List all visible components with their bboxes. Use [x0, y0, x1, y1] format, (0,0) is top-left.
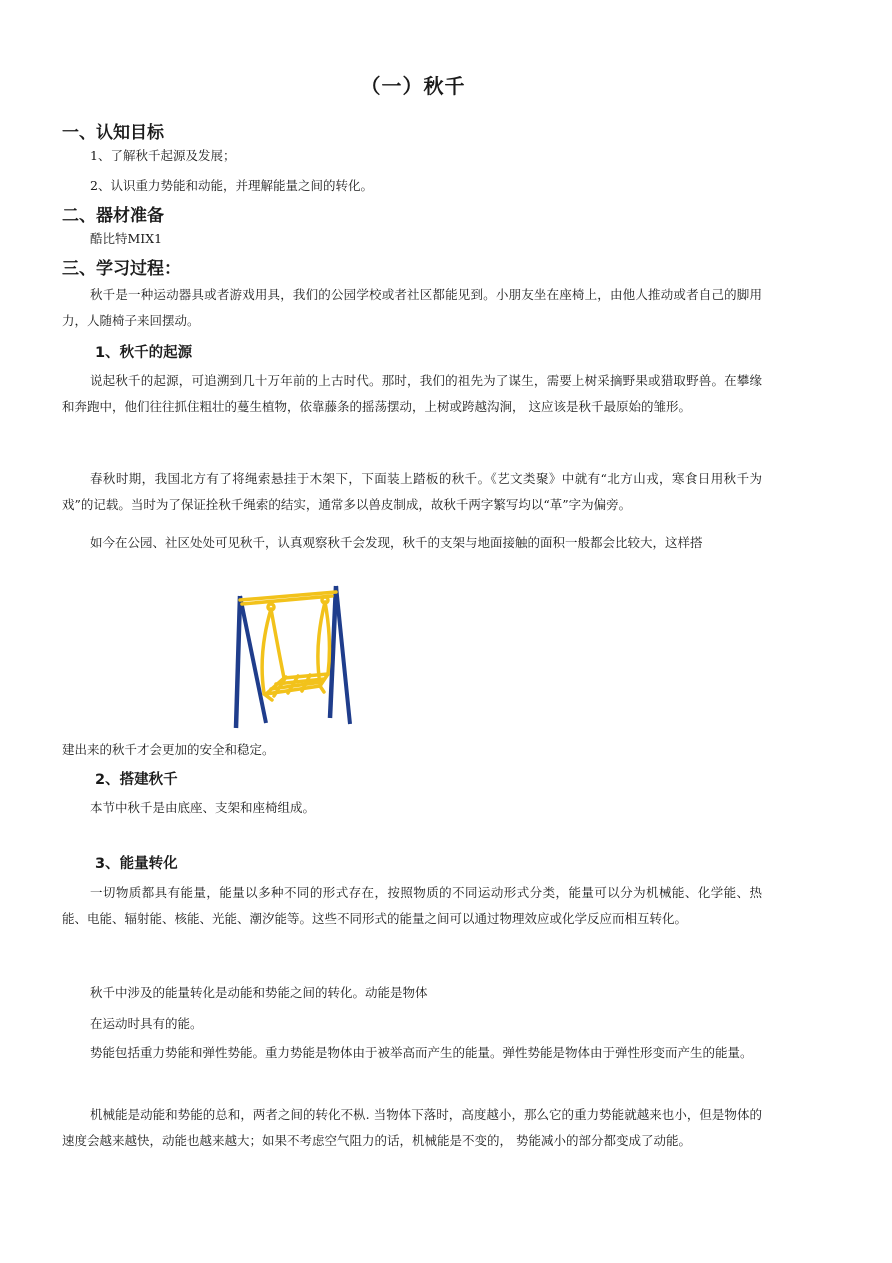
origin-paragraph-3a: 如今在公园、社区处处可见秋千，认真观察秋千会发现，秋千的支架与地面接触的面积一般都会比较大，这样搭 — [90, 535, 703, 550]
subheading-build: 2、搭建秋千 — [95, 772, 178, 788]
subheading-energy: 3、能量转化 — [95, 856, 178, 872]
swing-frame — [236, 586, 350, 728]
section-heading-materials: 二、器材准备 — [62, 206, 164, 226]
section-heading-goals: 一、认知目标 — [62, 123, 164, 143]
origin-paragraph-1: 说起秋千的起源，可追溯到几十万年前的上古时代。那时，我们的祖先为了谋生，需要上树采摘野果或猎取野兽。在攀缘和奔跑中，他们往往抓住粗壮的蔓生植物，依靠藤条的摇荡摆动，上树或跨越沟涧， 这应该是秋千最原始的雏形。 — [62, 373, 762, 414]
energy-paragraph-4: 机械能是动能和势能的总和，两者之间的转化不枞. 当物体下落时，高度越小，那么它的重力势能就越来也小，但是物体的速度会越来越快，动能也越来越大；如果不考虑空气阻力的话，机械能是不变的， 势能减小的部分都变成了动能。 — [62, 1107, 762, 1148]
process-intro-paragraph: 秋千是一种运动器具或者游戏用具，我们的公园学校或者社区都能见到。小朋友坐在座椅上，由他人推动或者自己的脚用力，人随椅子来回摆动。 — [62, 287, 762, 328]
energy-paragraph-2b: 在运动时具有的能。 — [90, 1016, 203, 1031]
energy-paragraph-1: 一切物质都具有能量，能量以多种不同的形式存在，按照物质的不同运动形式分类，能量可以分为机械能、化学能、热能、电能、辐射能、核能、光能、潮汐能等。这些不同形式的能量之间可以通过物理效应或化学反应而相互转化。 — [62, 885, 762, 926]
section-heading-process: 三、学习过程： — [62, 259, 181, 279]
origin-paragraph-3b: 建出来的秋千才会更加的安全和稳定。 — [62, 742, 275, 757]
swing-illustration — [228, 578, 358, 730]
subheading-origin: 1、秋千的起源 — [95, 345, 193, 361]
goal-item-2: 2、认识重力势能和动能，并理解能量之间的转化。 — [90, 178, 373, 193]
swing-seat — [240, 592, 336, 700]
energy-paragraph-3: 势能包括重力势能和弹性势能。重力势能是物体由于被举高而产生的能量。弹性势能是物体由于弹性形变而产生的能量。 — [90, 1045, 753, 1060]
energy-paragraph-2a: 秋千中涉及的能量转化是动能和势能之间的转化。动能是物体 — [90, 985, 428, 1000]
page-title: （一）秋千 — [360, 74, 466, 98]
goal-item-1: 1、了解秋千起源及发展； — [90, 148, 236, 163]
build-text: 本节中秋千是由底座、支架和座椅组成。 — [90, 800, 316, 815]
origin-paragraph-2: 春秋时期，我国北方有了将绳索悬挂于木架下，下面装上踏板的秋千。《艺文类聚》中就有“北方山戎，寒食日用秋千为戏”的记载。当时为了保证拴秋千绳索的结实，通常多以兽皮制成，故秋千两字繁写均以“革”字为偏旁。 — [62, 471, 762, 512]
materials-text: 酷比特MIX1 — [90, 231, 163, 246]
